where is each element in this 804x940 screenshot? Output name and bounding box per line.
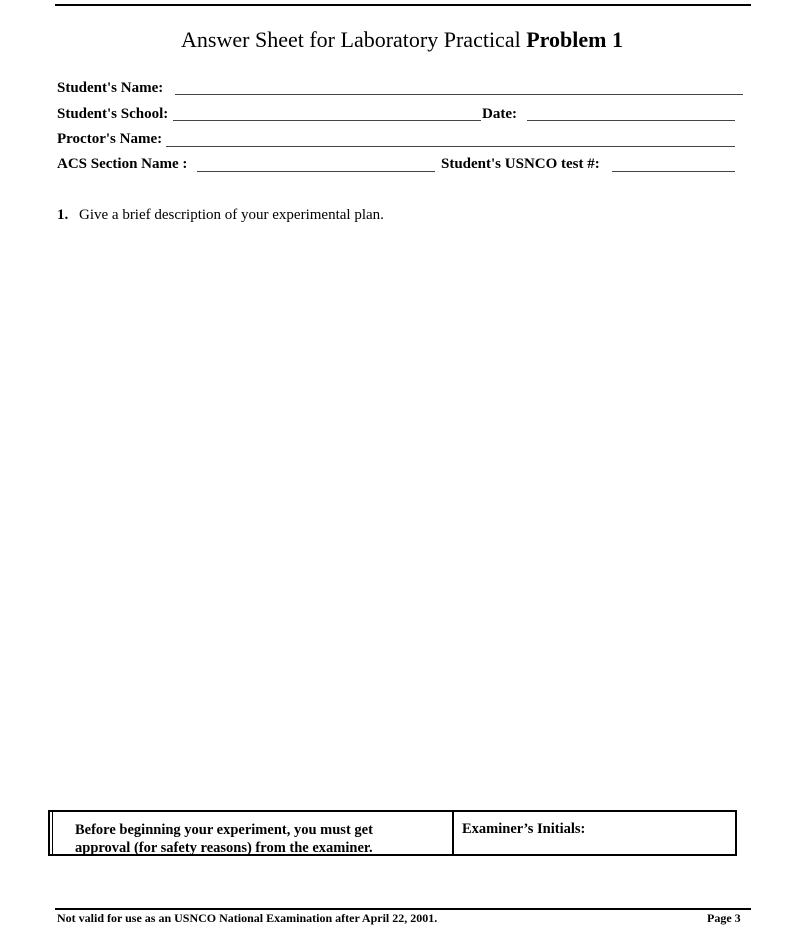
footer-notice: Not valid for use as an USNCO National Examination after April 22, 2001. bbox=[57, 911, 438, 925]
page-title bbox=[0, 27, 804, 53]
page-number: Page 3 bbox=[707, 911, 741, 925]
examiner-initials-cell[interactable] bbox=[454, 812, 735, 854]
question-text: Give a brief description of your experimental plan. bbox=[79, 207, 384, 223]
top-rule bbox=[55, 4, 751, 6]
instruction-line-1: Before beginning your experiment, you must get bbox=[75, 822, 373, 838]
examiner-initials-label: Examiner’s Initials: bbox=[462, 821, 586, 837]
approval-instruction bbox=[50, 812, 454, 854]
proctor-name-label: Proctor's Name: bbox=[57, 131, 163, 147]
bottom-rule bbox=[55, 908, 751, 910]
question-1 bbox=[57, 207, 384, 224]
proctor-name-field[interactable] bbox=[166, 146, 735, 147]
acs-section-label: ACS Section Name : bbox=[57, 156, 188, 172]
student-name-label: Student's Name: bbox=[57, 80, 164, 96]
student-school-field[interactable] bbox=[173, 120, 481, 121]
approval-box bbox=[48, 810, 737, 856]
usnco-test-label: Student's USNCO test #: bbox=[441, 156, 600, 172]
usnco-test-field[interactable] bbox=[612, 171, 735, 172]
student-school-label: Student's School: bbox=[57, 106, 169, 122]
question-number: 1. bbox=[57, 207, 69, 223]
acs-section-field[interactable] bbox=[197, 171, 435, 172]
student-name-field[interactable] bbox=[175, 94, 743, 95]
date-field[interactable] bbox=[527, 120, 735, 121]
title-text: Answer Sheet for Laboratory Practical bbox=[181, 27, 521, 52]
title-problem: Problem 1 bbox=[526, 27, 623, 52]
instruction-line-2: approval (for safety reasons) from the examiner. bbox=[75, 840, 373, 856]
date-label: Date: bbox=[482, 106, 517, 122]
